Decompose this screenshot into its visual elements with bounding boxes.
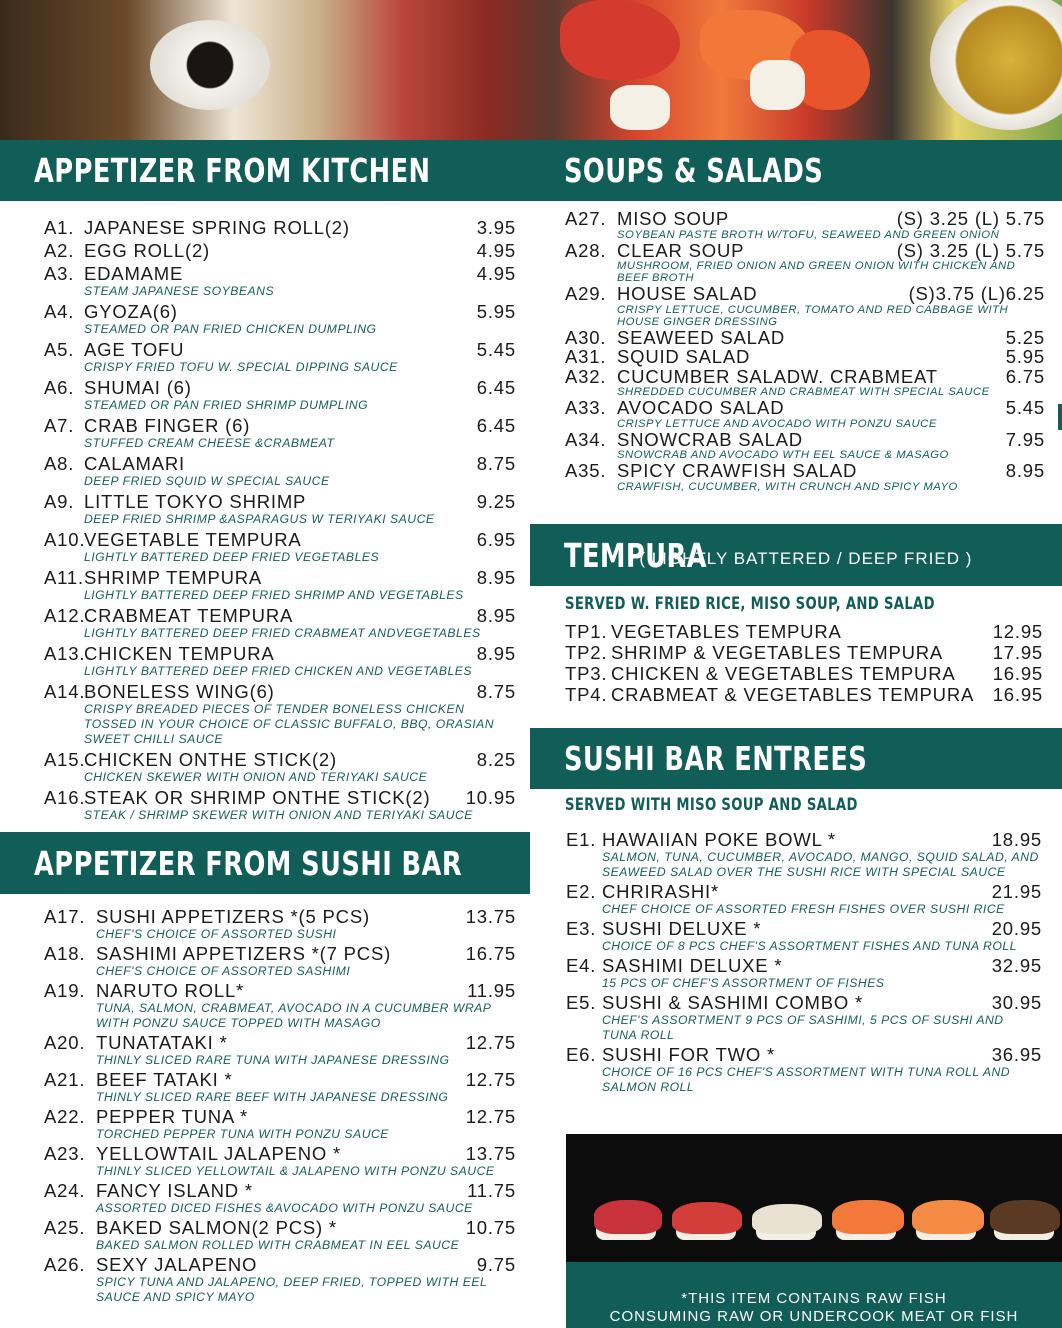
menu-item-code: A16. xyxy=(44,787,86,808)
menu-item-code: A31. xyxy=(565,346,607,367)
menu-item-price: 16.95 xyxy=(992,663,1043,684)
menu-item-description: SOYBEAN PASTE BROTH W/TOFU, SEAWEED AND GREEN ONION xyxy=(617,228,1000,241)
menu-item xyxy=(44,1180,516,1216)
menu-item-price: 6.45 xyxy=(476,415,516,436)
menu-item-code: A25. xyxy=(44,1217,86,1238)
tempura-header xyxy=(530,524,1062,586)
menu-item-price: 5.25 xyxy=(1005,326,1045,348)
menu-item-row xyxy=(566,918,1042,939)
menu-item-price: 17.95 xyxy=(992,642,1043,663)
menu-item-name: CHICKEN ONTHE STICK(2) xyxy=(84,749,337,770)
menu-item-row xyxy=(565,367,1045,387)
sushi-photo xyxy=(566,1134,1062,1262)
menu-item-name: JAPANESE SPRING ROLL(2) xyxy=(84,217,350,238)
menu-item xyxy=(566,1044,1042,1095)
tempura-list xyxy=(565,621,1043,705)
menu-item-row xyxy=(44,491,516,512)
menu-item-price: 7.95 xyxy=(1005,428,1045,450)
notice-line: *THIS ITEM CONTAINS RAW FISH xyxy=(681,1290,947,1307)
menu-item-code: A30. xyxy=(565,326,607,348)
food-photo-banner xyxy=(0,0,1062,140)
menu-item xyxy=(44,1069,516,1105)
menu-item-row xyxy=(565,284,1045,304)
menu-item-code: A26. xyxy=(44,1254,86,1275)
notice-line: CONSUMING RAW OR UNDERCOOK MEAT OR FISH xyxy=(609,1308,1019,1325)
menu-item-code: A15. xyxy=(44,749,86,770)
menu-item-name: EDAMAME xyxy=(84,263,184,284)
menu-item-name: SASHIMI APPETIZERS *(7 PCS) xyxy=(96,943,392,964)
menu-item-row xyxy=(44,1254,516,1275)
menu-item-price: 8.95 xyxy=(476,605,516,626)
menu-item-row xyxy=(44,529,516,550)
menu-item-description: 15 PCS OF CHEF'S ASSORTMENT OF FISHES xyxy=(602,976,885,990)
menu-item-row xyxy=(565,241,1045,261)
menu-item-description: CHEF'S ASSORTMENT 9 PCS OF SASHIMI, 5 PCS OF SUSHI AND TUNA ROLL xyxy=(602,1013,1004,1042)
menu-item-code: A23. xyxy=(44,1143,86,1164)
menu-item-name: SUSHI DELUXE * xyxy=(602,918,762,939)
menu-item-description: LIGHTLY BATTERED DEEP FRIED VEGETABLES xyxy=(84,550,380,564)
menu-item xyxy=(566,955,1042,991)
menu-item-code: A20. xyxy=(44,1032,86,1053)
menu-item-row xyxy=(44,1143,516,1164)
entrees-header xyxy=(530,728,1062,789)
white-fish-nigiri-image xyxy=(752,1204,822,1234)
menu-item-name: VEGETABLES TEMPURA xyxy=(611,621,842,642)
tuna-sashimi-image xyxy=(560,0,680,80)
menu-item-price: 4.95 xyxy=(476,240,516,261)
menu-item-name: SUSHI & SASHIMI COMBO * xyxy=(602,992,863,1013)
menu-item xyxy=(44,1106,516,1142)
menu-item-name: BAKED SALMON(2 PCS) * xyxy=(96,1217,337,1238)
menu-item-price: 6.45 xyxy=(476,377,516,398)
menu-item-row xyxy=(44,415,516,436)
menu-item-code: A19. xyxy=(44,980,86,1001)
menu-item-price: 5.45 xyxy=(1005,397,1045,418)
menu-item xyxy=(565,461,1045,493)
menu-item-name: VEGETABLE TEMPURA xyxy=(84,529,302,550)
menu-item-name: GYOZA(6) xyxy=(84,301,178,322)
menu-item-code: A5. xyxy=(44,339,75,360)
menu-item xyxy=(44,1217,516,1253)
menu-item-name: SUSHI FOR TWO * xyxy=(602,1044,776,1065)
menu-item xyxy=(44,377,516,413)
section-subtitle: ( LIGHTLY BATTERED / DEEP FRIED ) xyxy=(639,549,973,568)
section-title: TEMPURA xyxy=(564,535,707,575)
menu-item-row xyxy=(44,377,516,398)
menu-item-name: YELLOWTAIL JALAPENO * xyxy=(96,1143,342,1164)
menu-item-price: 5.95 xyxy=(476,301,516,322)
menu-item-row xyxy=(44,1106,516,1127)
menu-item-description: STEAMED OR PAN FRIED SHRIMP DUMPLING xyxy=(84,398,369,412)
menu-item-name: CHRIRASHI* xyxy=(602,881,719,902)
menu-item xyxy=(565,347,1045,367)
menu-item-code: A18. xyxy=(44,943,86,964)
menu-item-name: CHICKEN & VEGETABLES TEMPURA xyxy=(611,663,956,684)
menu-item-name: PEPPER TUNA * xyxy=(96,1106,248,1127)
menu-item-row xyxy=(44,339,516,360)
menu-item-price: 5.45 xyxy=(476,339,516,360)
menu-item-code: E5. xyxy=(566,992,597,1013)
menu-item xyxy=(44,787,516,823)
menu-item-code: A17. xyxy=(44,906,86,927)
menu-item xyxy=(44,980,516,1031)
menu-item xyxy=(44,1254,516,1305)
menu-item-code: E1. xyxy=(566,829,597,850)
menu-item-code: A13. xyxy=(44,643,86,664)
menu-item-description: STEAK / SHRIMP SKEWER WITH ONION AND TERIYAKI SAUCE xyxy=(84,808,473,822)
menu-item xyxy=(566,829,1042,880)
menu-item-name: STEAK OR SHRIMP ONTHE STICK(2) xyxy=(84,787,431,808)
menu-item-row xyxy=(566,829,1042,850)
menu-item-row xyxy=(565,430,1045,450)
menu-item-name: AGE TOFU xyxy=(84,339,185,360)
salmon-nigiri-image xyxy=(912,1200,984,1234)
menu-item-name: EGG ROLL(2) xyxy=(84,240,210,261)
section-title: SOUPS & SALADS xyxy=(564,151,824,190)
menu-item-row xyxy=(44,681,516,702)
menu-item-name: FANCY ISLAND * xyxy=(96,1180,253,1201)
menu-item-price: 8.75 xyxy=(476,453,516,474)
menu-item-price: 8.25 xyxy=(476,749,516,770)
entrees-list xyxy=(566,829,1042,1096)
menu-item xyxy=(44,217,516,238)
menu-item-description: TORCHED PEPPER TUNA WITH PONZU SAUCE xyxy=(96,1127,389,1141)
menu-item-name: CRABMEAT TEMPURA xyxy=(84,605,294,626)
menu-item-price: 3.95 xyxy=(476,217,516,238)
menu-item-code: A3. xyxy=(44,263,75,284)
menu-item-name: BONELESS WING(6) xyxy=(84,681,275,702)
menu-item-description: CHICKEN SKEWER WITH ONION AND TERIYAKI SAUCE xyxy=(84,770,428,784)
menu-item-description: LIGHTLY BATTERED DEEP FRIED CRABMEAT ANDVEGETABLES xyxy=(84,626,481,640)
appetizer-kitchen-header xyxy=(0,140,532,201)
menu-item-name: SHUMAI (6) xyxy=(84,377,192,398)
menu-item-name: LITTLE TOKYO SHRIMP xyxy=(84,491,307,512)
menu-item-description: SHREDDED CUCUMBER AND CRABMEAT WITH SPECIAL SAUCE xyxy=(617,386,990,398)
menu-item-price: 16.75 xyxy=(465,943,516,964)
menu-item xyxy=(565,284,1045,328)
menu-item-description: LIGHTLY BATTERED DEEP FRIED CHICKEN AND VEGETABLES xyxy=(84,664,473,678)
menu-item-price: 12.95 xyxy=(992,621,1043,642)
menu-item-row xyxy=(566,881,1042,902)
menu-item-price: 6.95 xyxy=(476,529,516,550)
menu-item-description: CHEF'S CHOICE OF ASSORTED SASHIMI xyxy=(96,964,351,978)
menu-item-price: 12.75 xyxy=(465,1032,516,1053)
menu-item-description: DEEP FRIED SHRIMP &ASPARAGUS W TERIYAKI SAUCE xyxy=(84,512,435,526)
served-note: SERVED WITH MISO SOUP AND SALAD xyxy=(565,795,858,814)
menu-item-description: CRISPY FRIED TOFU W. SPECIAL DIPPING SAUCE xyxy=(84,360,398,374)
appetizer-sushi-header xyxy=(0,832,530,894)
soups-salads-header xyxy=(532,140,1062,201)
menu-item-price: 18.95 xyxy=(991,829,1042,850)
menu-item-code: A32. xyxy=(565,365,607,387)
menu-item xyxy=(566,992,1042,1043)
menu-item-name: SEXY JALAPENO xyxy=(96,1254,258,1275)
menu-item-name: BEEF TATAKI * xyxy=(96,1069,233,1090)
tuna-nigiri-image xyxy=(594,1200,662,1234)
menu-item-code: E4. xyxy=(566,955,597,976)
menu-item-row xyxy=(44,1069,516,1090)
menu-item-description: STEAMED OR PAN FRIED CHICKEN DUMPLING xyxy=(84,322,377,336)
menu-item-name: SNOWCRAB SALAD xyxy=(617,428,803,450)
appetizer-sushi-list xyxy=(44,906,516,1306)
menu-item-price: 4.95 xyxy=(476,263,516,284)
menu-item-row xyxy=(565,663,1043,684)
menu-item-row xyxy=(44,943,516,964)
menu-item-description: THINLY SLICED RARE TUNA WITH JAPANESE DRESSING xyxy=(96,1053,450,1067)
menu-item-price: 6.75 xyxy=(1005,365,1045,387)
tuna-nigiri-image xyxy=(672,1202,742,1234)
menu-item-price: 8.95 xyxy=(476,567,516,588)
menu-item-row xyxy=(565,398,1045,418)
section-title: SUSHI BAR ENTREES xyxy=(564,739,868,778)
section-title: APPETIZER FROM SUSHI BAR xyxy=(34,843,463,883)
menu-item-description: CHEF'S CHOICE OF ASSORTED SUSHI xyxy=(96,927,337,941)
menu-item-price: 12.75 xyxy=(465,1106,516,1127)
menu-item-code: A9. xyxy=(44,491,75,512)
menu-item-row xyxy=(44,749,516,770)
menu-item-row xyxy=(44,263,516,284)
menu-item-row xyxy=(44,453,516,474)
menu-item-description: CRISPY LETTUCE AND AVOCADO WITH PONZU SAUCE xyxy=(617,417,937,430)
menu-item-row xyxy=(44,1217,516,1238)
sauce-dish-image xyxy=(150,20,270,110)
menu-item-description: STEAM JAPANESE SOYBEANS xyxy=(84,284,275,298)
menu-item-description: CRAWFISH, CUCUMBER, WITH CRUNCH AND SPICY MAYO xyxy=(617,480,958,493)
menu-item xyxy=(565,367,1045,399)
menu-item xyxy=(565,642,1043,663)
menu-item-description: CRISPY BREADED PIECES OF TENDER BONELESS CHICKEN TOSSED IN YOUR CHOICE OF CLASSIC BUFFALO, BBQ, ORASIAN SWEET CHILLI SAUCE xyxy=(84,702,495,746)
menu-item-description: TUNA, SALMON, CRABMEAT, AVOCADO IN A CUCUMBER WRAP WITH PONZU SAUCE TOPPED WITH MASAGO xyxy=(96,1001,491,1030)
soups-salads-list xyxy=(565,209,1045,493)
menu-item-code: A1. xyxy=(44,217,75,238)
menu-item-row xyxy=(44,301,516,322)
menu-item-row xyxy=(44,240,516,261)
menu-item-code: A24. xyxy=(44,1180,86,1201)
menu-item-price: 10.75 xyxy=(465,1217,516,1238)
menu-item-description: THINLY SLICED RARE BEEF WITH JAPANESE DRESSING xyxy=(96,1090,449,1104)
menu-item-name: SPICY CRAWFISH SALAD xyxy=(617,460,858,481)
menu-item-row xyxy=(44,605,516,626)
menu-item-code: A7. xyxy=(44,415,75,436)
menu-item-name: MISO SOUP xyxy=(617,208,730,229)
menu-item xyxy=(44,567,516,603)
nigiri-image xyxy=(750,60,805,110)
menu-item-row xyxy=(44,1032,516,1053)
menu-item xyxy=(44,240,516,261)
menu-item-price: (S) 3.25 (L) 5.75 xyxy=(896,239,1045,261)
menu-item-code: A34. xyxy=(565,428,607,450)
menu-item-name: HAWAIIAN POKE BOWL * xyxy=(602,829,836,850)
menu-item-row xyxy=(565,347,1045,367)
menu-item-price: 32.95 xyxy=(991,955,1042,976)
menu-item-name: SHRIMP & VEGETABLES TEMPURA xyxy=(611,642,944,663)
menu-item-row xyxy=(565,461,1045,481)
menu-item-row xyxy=(565,642,1043,663)
menu-item-code: A27. xyxy=(565,208,607,229)
menu-item-code: TP1. xyxy=(565,621,608,642)
menu-item xyxy=(44,643,516,679)
menu-item-code: A14. xyxy=(44,681,86,702)
menu-item-name: CRABMEAT & VEGETABLES TEMPURA xyxy=(611,684,975,705)
menu-item-price: 13.75 xyxy=(465,1143,516,1164)
menu-item-description: DEEP FRIED SQUID W SPECIAL SAUCE xyxy=(84,474,330,488)
raw-fish-notice xyxy=(566,1262,1062,1328)
menu-item xyxy=(565,241,1045,285)
eel-nigiri-image xyxy=(990,1200,1060,1234)
menu-item-name: CLEAR SOUP xyxy=(617,239,745,261)
menu-item-code: E2. xyxy=(566,881,597,902)
menu-item-price: 9.25 xyxy=(476,491,516,512)
menu-item xyxy=(565,430,1045,462)
menu-item-price: 5.95 xyxy=(1005,346,1045,367)
menu-item-description: STUFFED CREAM CHEESE &CRABMEAT xyxy=(84,436,335,450)
menu-item-code: A10. xyxy=(44,529,86,550)
menu-item xyxy=(44,1143,516,1179)
menu-item xyxy=(44,529,516,565)
menu-item-description: CHOICE OF 8 PCS CHEF'S ASSORTMENT FISHES AND TUNA ROLL xyxy=(602,939,1017,953)
menu-item-name: HOUSE SALAD xyxy=(617,283,758,304)
menu-item xyxy=(44,339,516,375)
menu-item-row xyxy=(565,621,1043,642)
menu-item-code: E6. xyxy=(566,1044,597,1065)
menu-item-name: TUNATATAKI * xyxy=(96,1032,228,1053)
menu-item-row xyxy=(565,328,1045,348)
menu-item-price: 12.75 xyxy=(465,1069,516,1090)
menu-item-code: A29. xyxy=(565,283,607,304)
menu-item-description: CHOICE OF 16 PCS CHEF'S ASSORTMENT WITH TUNA ROLL AND SALMON ROLL xyxy=(602,1065,1011,1094)
menu-item-description: CRISPY LETTUCE, CUCUMBER, TOMATO AND RED CABBAGE WITH HOUSE GINGER DRESSING xyxy=(617,303,1009,328)
divider xyxy=(1058,404,1062,430)
menu-item-price: 11.95 xyxy=(467,980,516,1001)
nigiri-image xyxy=(610,85,670,130)
menu-item-code: A11. xyxy=(44,567,84,588)
menu-item xyxy=(566,881,1042,917)
menu-item-row xyxy=(566,955,1042,976)
menu-item xyxy=(44,943,516,979)
menu-item-code: TP4. xyxy=(565,684,608,705)
menu-item-name: SQUID SALAD xyxy=(617,346,751,367)
menu-item-code: A21. xyxy=(44,1069,86,1090)
menu-item-code: A8. xyxy=(44,453,75,474)
menu-item-code: TP2. xyxy=(565,642,608,663)
menu-item xyxy=(565,328,1045,348)
menu-item xyxy=(566,918,1042,954)
menu-item xyxy=(44,1032,516,1068)
menu-item-code: A12. xyxy=(44,605,86,626)
menu-item-row xyxy=(44,567,516,588)
menu-item-code: A22. xyxy=(44,1106,86,1127)
menu-item-code: A4. xyxy=(44,301,75,322)
menu-item-name: CRAB FINGER (6) xyxy=(84,415,251,436)
miso-soup-image xyxy=(930,0,1062,130)
menu-item-name: CALAMARI xyxy=(84,453,185,474)
menu-item-description: SALMON, TUNA, CUCUMBER, AVOCADO, MANGO, SQUID SALAD, AND SEAWEED SALAD OVER THE SUSHI RICE WITH SPECIAL SAUCE xyxy=(602,850,1039,879)
menu-item-price: 11.75 xyxy=(467,1180,516,1201)
menu-item-price: 16.95 xyxy=(992,684,1043,705)
menu-item-description: MUSHROOM, FRIED ONION AND GREEN ONION WITH CHICKEN AND BEEF BROTH xyxy=(617,260,1016,284)
menu-item xyxy=(44,906,516,942)
salmon-nigiri-image xyxy=(832,1200,904,1234)
menu-item-price: 9.75 xyxy=(476,1254,516,1275)
served-note: SERVED W. FRIED RICE, MISO SOUP, AND SALAD xyxy=(565,594,935,613)
menu-item xyxy=(44,301,516,337)
menu-item xyxy=(565,663,1043,684)
menu-item-row xyxy=(566,1044,1042,1065)
menu-item-description: LIGHTLY BATTERED DEEP FRIED SHRIMP AND VEGETABLES xyxy=(84,588,464,602)
menu-item-row xyxy=(44,787,516,808)
menu-item-row xyxy=(44,980,516,1001)
menu-item-name: CUCUMBER SALADW. CRABMEAT xyxy=(617,365,938,387)
menu-item-row xyxy=(565,209,1045,229)
menu-item-description: ASSORTED DICED FISHES &AVOCADO WITH PONZU SAUCE xyxy=(96,1201,473,1215)
menu-item-description: SNOWCRAB AND AVOCADO WTH EEL SAUCE & MASAGO xyxy=(617,449,949,461)
menu-item-price: 21.95 xyxy=(991,881,1042,902)
menu-item-code: TP3. xyxy=(565,663,608,684)
menu-item-row xyxy=(44,1180,516,1201)
menu-item-price: (S) 3.25 (L) 5.75 xyxy=(896,208,1045,229)
menu-item-name: SHRIMP TEMPURA xyxy=(84,567,263,588)
appetizer-kitchen-list xyxy=(44,217,516,825)
menu-item-price: 8.75 xyxy=(476,681,516,702)
menu-item-code: A35. xyxy=(565,460,607,481)
menu-item xyxy=(44,681,516,747)
menu-item-name: AVOCADO SALAD xyxy=(617,397,785,418)
menu-item xyxy=(565,398,1045,430)
menu-item-code: A6. xyxy=(44,377,75,398)
menu-item-code: E3. xyxy=(566,918,597,939)
menu-item xyxy=(44,491,516,527)
menu-item-price: 36.95 xyxy=(991,1044,1042,1065)
menu-item-code: A2. xyxy=(44,240,75,261)
menu-item-price: 8.95 xyxy=(476,643,516,664)
menu-item-row xyxy=(44,906,516,927)
menu-item-description: BAKED SALMON ROLLED WITH CRABMEAT IN EEL SAUCE xyxy=(96,1238,460,1252)
menu-item-row xyxy=(566,992,1042,1013)
menu-item-name: NARUTO ROLL* xyxy=(96,980,245,1001)
menu-item xyxy=(44,749,516,785)
menu-item-row xyxy=(565,684,1043,705)
menu-item-description: SPICY TUNA AND JALAPENO, DEEP FRIED, TOPPED WITH EEL SAUCE AND SPICY MAYO xyxy=(96,1275,488,1304)
menu-item-row xyxy=(44,217,516,238)
menu-item-price: (S)3.75 (L)6.25 xyxy=(908,283,1045,304)
menu-item-name: SEAWEED SALAD xyxy=(617,326,786,348)
menu-item xyxy=(565,621,1043,642)
menu-item xyxy=(44,453,516,489)
menu-item-price: 20.95 xyxy=(991,918,1042,939)
menu-item-description: CHEF CHOICE OF ASSORTED FRESH FISHES OVER SUSHI RICE xyxy=(602,902,1005,916)
menu-item-code: A28. xyxy=(565,239,607,261)
menu-item-name: CHICKEN TEMPURA xyxy=(84,643,275,664)
menu-item-code: A33. xyxy=(565,397,607,418)
menu-item xyxy=(44,415,516,451)
menu-item-price: 30.95 xyxy=(991,992,1042,1013)
menu-item-name: SUSHI APPETIZERS *(5 PCS) xyxy=(96,906,370,927)
menu-item-name: SASHIMI DELUXE * xyxy=(602,955,783,976)
menu-item xyxy=(565,209,1045,241)
menu-item-price: 8.95 xyxy=(1005,460,1045,481)
menu-item xyxy=(44,263,516,299)
menu-item xyxy=(565,684,1043,705)
menu-item-price: 10.95 xyxy=(465,787,516,808)
menu-item-description: THINLY SLICED YELLOWTAIL & JALAPENO WITH PONZU SAUCE xyxy=(96,1164,495,1178)
section-title: APPETIZER FROM KITCHEN xyxy=(34,151,431,190)
menu-item-price: 13.75 xyxy=(465,906,516,927)
menu-item xyxy=(44,605,516,641)
menu-item-row xyxy=(44,643,516,664)
